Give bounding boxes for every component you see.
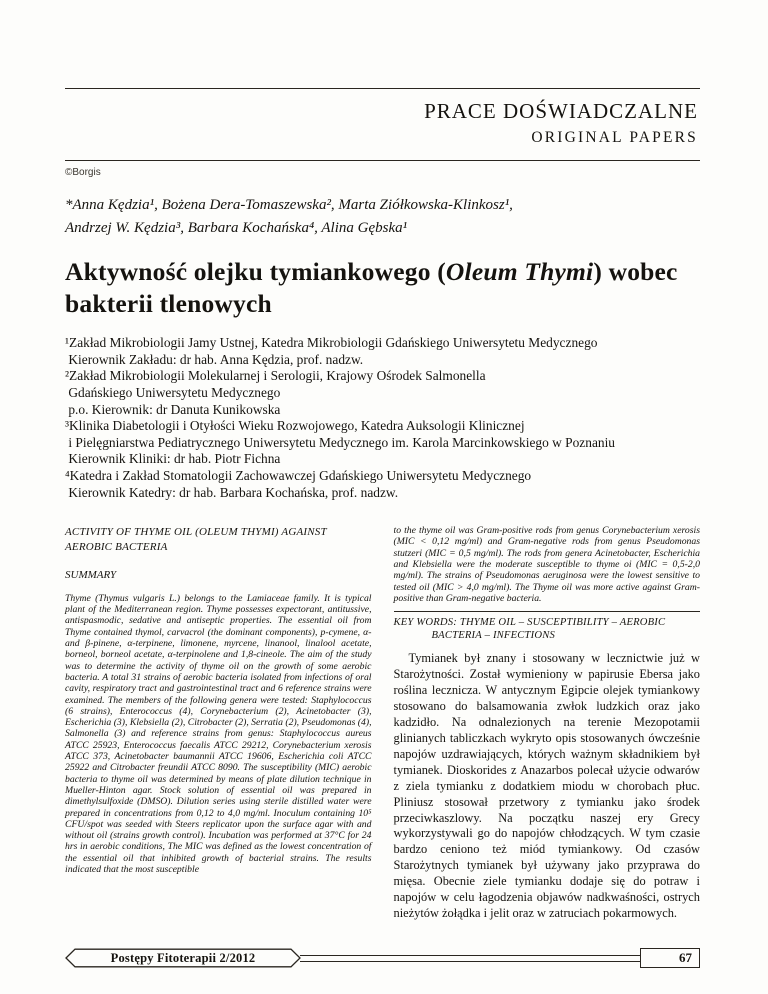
- series-title-english: ORIGINAL PAPERS: [531, 129, 698, 146]
- title-text-pre: Aktywność olejku tymiankowego (: [65, 257, 446, 286]
- title-latin-name: Oleum Thymi: [445, 257, 594, 286]
- abstract-english-title: [65, 525, 372, 555]
- authors-block: [65, 194, 700, 239]
- keywords-line-2: BACTERIA – INFECTIONS: [431, 629, 555, 641]
- affiliation-line: Kierownik Zakładu: dr hab. Anna Kędzia, prof. nadzw.: [65, 351, 364, 367]
- article-title-line2: bakterii tlenowych: [65, 289, 272, 319]
- right-column: [394, 525, 701, 922]
- summary-text-continued: to the thyme oil was Gram-positive rods from genus Corynebacterium xerosis (MIC < 0,12 mg/ml) and Gram-negative rods from genus Pseudomonas stutzeri (MIC = 0,5 mg/ml). The rods from genera Acinetobacter, Escherichia and Klebsiella were the moderate susceptible to thyme oi (MIC = 0,5-2,0 mg/ml). The strains of Pseudomonas aeruginosa were the lowest sensitive to tested oil (MIC > 4,0 mg/ml). The Thyme oil was more active against Gram-positive than Gram-negative bacteria.: [393, 525, 700, 604]
- affiliations-block: [65, 335, 700, 501]
- summary-label: SUMMARY: [65, 568, 117, 581]
- copyright-borgis: ©Borgis: [65, 167, 101, 178]
- affiliation-line: p.o. Kierownik: dr Danuta Kunikowska: [65, 401, 281, 417]
- authors-line-1: *Anna Kędzia¹, Bożena Dera-Tomaszewska², Marta Ziółkowska-Klinkosz¹,: [65, 197, 513, 213]
- keywords-line-1: KEY WORDS: THYME OIL – SUSCEPTIBILITY – AEROBIC: [393, 617, 666, 629]
- affiliation-line: ²Zakład Mikrobiologii Molekularnej i Serologii, Krajowy Ośrodek Salmonella: [65, 368, 486, 384]
- summary-text-left: Thyme (Thymus vulgaris L.) belongs to the Lamiaceae family. It is typical plant of the Mediterranean region. Thyme possesses expectorant, antitussive, antispasmodic, sedative and antiseptic properties. The essential oil from Thyme contained thymol, carvacrol (the dominant components), p-cymene, α- and β-pinene, α-terpinene, limonene, myrcene, linanool, linalool acetate, borneol, borneol acetate, α-terpinolene and 1,8-cineole. The aim of the study was to determine the activity of thyme oil on the growth of some aerobic bacteria. A total 31 strains of aerobic bacteria isolated from infections of oral cavity, respiratory tract and gastrointestinal tract and 6 reference strains were examined. The members of the following genera were tested: Staphylococcus (6 strains), Enterococcus (4), Corynebacterium (2), Acinetobacter (3), Escherichia (3), Klebsiella (2), Citrobacter (2), Serratia (2), Pseudomonas (4), Salmonella (3) and reference strains from genus: Staphylococcus aureus ATCC 25923, Enterococcus faecalis ATCC 29212, Corynebacterium xerosis ATCC 373, Acinetobacter baumannii ATCC 19606, Escherichia coli ATCC 25922 and Citrobacter freundii ATCC 8090. The susceptibility (MIC) aerobic bacteria to thyme oil was determined by means of plate dilution technique in Mueller-Hinton agar. Stock solution of essential oil was prepared in dimethylsulfoxide (DMSO). Dilution series using sterile distilled water were prepared in concentrations from 0,12 to 4,0 mg/ml. Inoculum containing 10⁵ CFU/spot was seeded with Steers replicator upon the surface agar with and without oil (strains growth control). Incubation was performed at 37°C for 24 hrs in aerobic conditions, The MIC was defined as the lowest concentration of the essential oil that inhibited growth of bacterial strains. The results indicated that the most susceptible: [65, 592, 372, 875]
- abstract-english-title-line2: AEROBIC BACTERIA: [65, 541, 168, 554]
- affiliation-line: ⁴Katedra i Zakład Stomatologii Zachowawczej Gdańskiego Uniwersytetu Medycznego: [65, 468, 532, 483]
- affiliation-line: ³Klinika Diabetologii i Otyłości Wieku Rozwojowego, Katedra Auksologii Klinicznej: [65, 418, 525, 434]
- affiliation-line: Kierownik Kliniki: dr hab. Piotr Fichna: [65, 451, 281, 467]
- journal-header: [65, 89, 700, 160]
- series-title-polish: PRACE DOŚWIADCZALNE: [424, 99, 698, 123]
- journal-name: Postępy Fitoterapii 2/2012: [110, 950, 256, 965]
- abstract-english-title-line1: ACTIVITY OF THYME OIL (OLEUM THYMI) AGAINST: [65, 526, 327, 539]
- left-column: [65, 525, 372, 922]
- affiliation-line: Gdańskiego Uniwersytetu Medycznego: [65, 385, 281, 401]
- authors-line-2: Andrzej W. Kędzia³, Barbara Kochańska⁴, Alina Gębska¹: [65, 219, 408, 236]
- affiliation-line: ¹Zakład Mikrobiologii Jamy Ustnej, Katedra Mikrobiologii Gdańskiego Uniwersytetu Medycznego: [65, 335, 598, 351]
- page-number: 67: [640, 948, 700, 968]
- article-title: [65, 256, 700, 320]
- page-footer: [65, 948, 700, 968]
- introduction-paragraph: Tymianek był znany i stosowany w lecznictwie już w Starożytności. Został wymieniony w papirusie Ebersa jako roślina lecznicza. W antycznym Egipcie olejek tymiankowy stosowano do balsamowania zwłok ludzkich oraz jako kadzidło. Na odnalezionych na terenie Mezopotamii glinianych tabliczkach wykryto opis stosowanych ówcześnie napojów uzdrawiających, których ważnym składnikiem był tymianek. Dioskorides z Anazarbos polecał użycie odwarów z ziela tymianku z dodatkiem miodu w chorobach płuc. Pliniusz stosował przetwory z tymianku jako środek przeciwkaszlowy. Na początku naszej ery Grecy wykorzystywali go do napojów chłodzących. W tym czasie bardzo ceniono też miód tymiankowy. Od czasów Starożytnych tymianek był używany jako przyprawa do mięsa. Obecnie ziele tymianku dodaje się do potraw i napojów w celu łagodzenia objawów nadkwaśności, ostrych nieżytów żołądka i jelit oraz w zatruciach pokarmowych.: [393, 651, 700, 920]
- header-bottom-rule: [65, 160, 700, 161]
- abstract-columns: [65, 525, 700, 922]
- article-title-line1: [65, 256, 700, 288]
- affiliation-line: i Pielęgniarstwa Pediatrycznego Uniwersytetu Medycznego im. Karola Marcinkowskiego w Poznaniu: [65, 434, 615, 450]
- keywords-block: [394, 611, 701, 642]
- title-text-post: ) wobec: [593, 257, 678, 286]
- affiliation-line: Kierownik Katedry: dr hab. Barbara Kochańska, prof. nadzw.: [65, 484, 399, 500]
- footer-ribbon: [300, 955, 641, 962]
- journal-banner: [65, 948, 301, 968]
